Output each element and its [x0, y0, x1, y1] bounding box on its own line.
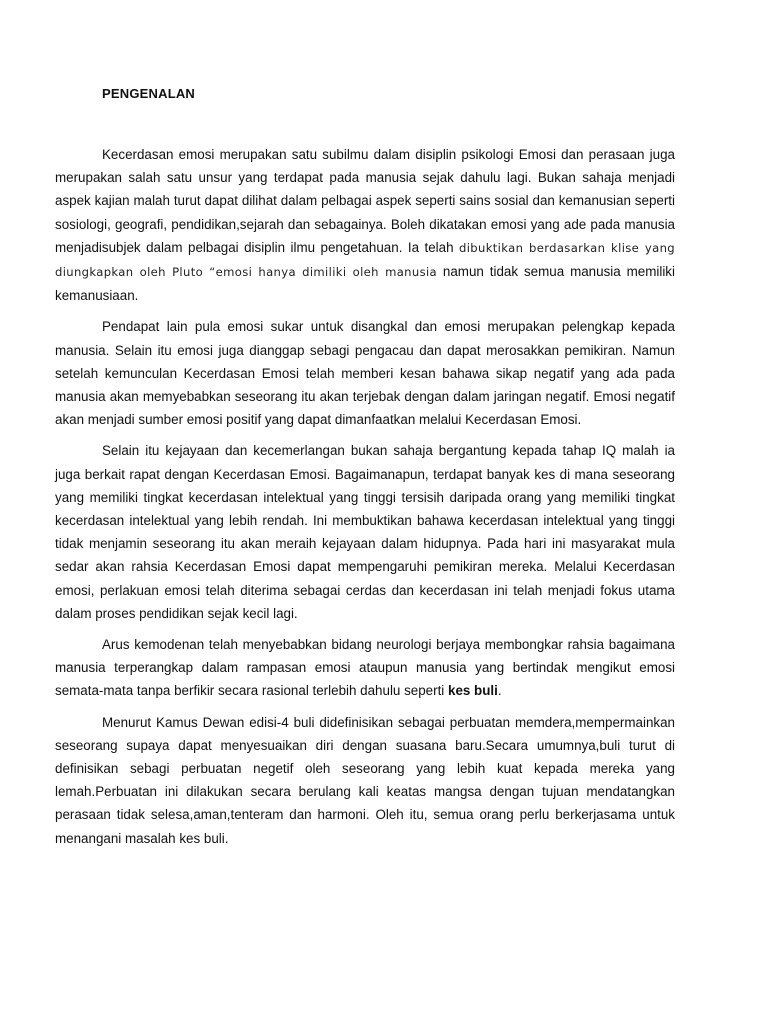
paragraph-2: Pendapat lain pula emosi sukar untuk disangkal dan emosi merupakan pelengkap kepada manusia. Selain itu emosi juga dianggap sebagi pengacau dan dapat merosakkan pemikiran. Namun setelah kemunculan Kecerdasan Emosi telah memberi kesan bahawa sikap negatif yang ada pada manusia akan memyebabkan seseorang itu akan terjebak dengan dalam jaringan negatif. Emosi negatif akan menjadi sumber emosi positif yang dapat dimanfaatkan melalui Kecerdasan Emosi.: [55, 319, 675, 428]
paragraph-1-text-c: namun tidak semua manusia memiliki kemanusiaan.: [55, 264, 675, 304]
paragraph-4: [55, 633, 675, 703]
paragraph-1-text-a: Kecerdasan emosi merupakan satu subilmu dalam disiplin psikologi Emosi dan perasaan juga merupakan salah satu unsur yang terdapat pada manusia sejak dahulu lagi. Bukan sahaja menjadi aspek kajian malah turut dapat dilihat dalam pelbagai aspek seperti sains sosial dan kemanusian seperti sosiologi, geografi, pendidikan,sejarah dan sebagainya. Boleh dikatakan emosi yang ade pada manusia menjadisubjek dalam pelbagai disiplin ilmu pengetahuan. Ia telah: [55, 147, 675, 255]
paragraph-5: Menurut Kamus Dewan edisi-4 buli didefinisikan sebagai perbuatan memdera,mempermainkan seseorang supaya dapat menyesuaikan diri dengan suasana baru.Secara umumnya,buli turut di definisikan sebagi perbuatan negetif oleh seseorang yang lebih kuat kepada mereka yang lemah.Perbuatan ini dilakukan secara berulang kali keatas mangsa dengan tujuan mendatangkan perasaan tidak selesa,aman,tenteram dan harmoni. Oleh itu, semua orang perlu berkerjasama untuk menangani masalah kes buli.: [55, 714, 675, 846]
paragraph-4-end: .: [497, 683, 502, 699]
paragraph-introduction: [55, 143, 675, 307]
document-page: [55, 84, 675, 850]
paragraph-1-text-b: dibuktikan berdasarkan klise yang diungkapkan oleh Pluto “emosi hanya dimiliki oleh manusia: [55, 240, 675, 280]
paragraph-4-bold-term: kes buli: [448, 683, 498, 699]
paragraph-4-text: Arus kemodenan telah menyebabkan bidang neurologi berjaya membongkar rahsia bagaimana manusia terperangkap dalam rampasan emosi ataupun manusia yang bertindak mengikut emosi semata-mata tanpa berfikir secara rasional terlebih dahulu seperti: [55, 637, 675, 699]
document-heading: PENGENALAN: [102, 86, 196, 101]
paragraph-3: Selain itu kejayaan dan kecemerlangan bukan sahaja bergantung kepada tahap IQ malah ia juga berkait rapat dengan Kecerdasan Emosi. Bagaimanapun, terdapat banyak kes di mana seseorang yang memiliki tingkat kecerdasan intelektual yang tinggi tersisih daripada orang yang memiliki tingkat kecerdasan intelektual yang lebih rendah. Ini membuktikan bahawa kecerdasan intelektual yang tinggi tidak menjamin seseorang itu akan meraih kejayaan dalam hidupnya. Pada hari ini masyarakat mula sedar akan rahsia Kecerdasan Emosi dapat mempengaruhi pemikiran mereka. Melalui Kecerdasan emosi, perlakuan emosi telah diterima sebagai cerdas dan kecerdasan ini telah menjadi fokus utama dalam proses pendidikan sejak kecil lagi.: [55, 443, 675, 621]
